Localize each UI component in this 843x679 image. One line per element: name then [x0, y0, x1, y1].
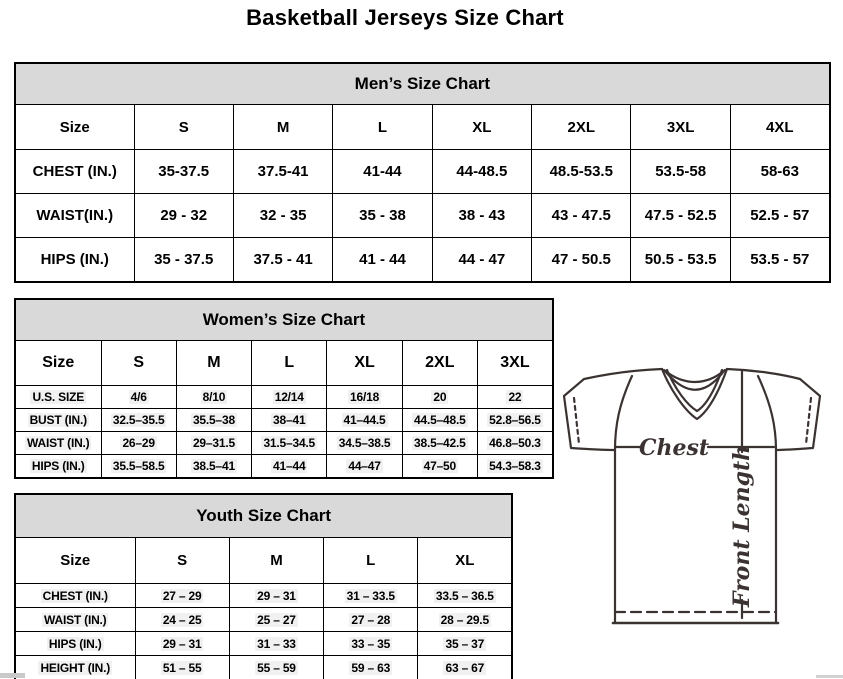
col-header: Size — [15, 341, 101, 386]
size-value-cell: 47 - 50.5 — [532, 238, 631, 283]
size-value-cell: 54.3–58.3 — [477, 455, 552, 479]
size-value-cell: 53.5-58 — [631, 150, 730, 194]
size-value-cell: 16/18 — [327, 386, 402, 409]
size-value-cell: 38 - 43 — [432, 194, 531, 238]
table-row — [15, 608, 512, 632]
table-row — [15, 584, 512, 608]
col-header: 2XL — [402, 341, 477, 386]
col-header: M — [229, 538, 323, 584]
size-value-cell: 51 – 55 — [135, 656, 229, 679]
row-label: U.S. SIZE — [15, 386, 101, 409]
table-row — [15, 409, 553, 432]
size-value-cell: 58-63 — [730, 150, 829, 194]
col-header: S — [101, 341, 176, 386]
table-caption-row — [15, 63, 830, 105]
table-header-row — [15, 105, 830, 150]
col-header: L — [324, 538, 418, 584]
cropped-table-remnant-left — [0, 673, 25, 678]
size-value-cell: 53.5 - 57 — [730, 238, 829, 283]
size-value-cell: 37.5 - 41 — [233, 238, 332, 283]
size-value-cell: 52.8–56.5 — [477, 409, 552, 432]
col-header: L — [252, 341, 327, 386]
col-header: 4XL — [730, 105, 829, 150]
table-caption-row — [15, 494, 512, 538]
size-value-cell: 55 – 59 — [229, 656, 323, 679]
size-value-cell: 44 - 47 — [432, 238, 531, 283]
size-value-cell: 41 - 44 — [333, 238, 432, 283]
right-cuff-dashed-line — [806, 398, 811, 444]
mens-size-table — [14, 62, 831, 283]
table-row — [15, 150, 830, 194]
size-value-cell: 41–44 — [252, 455, 327, 479]
col-header: 3XL — [631, 105, 730, 150]
size-value-cell: 31 – 33 — [229, 632, 323, 656]
col-header: S — [134, 105, 233, 150]
size-value-cell: 37.5-41 — [233, 150, 332, 194]
size-value-cell: 34.5–38.5 — [327, 432, 402, 455]
table-title: Men’s Size Chart — [15, 63, 830, 105]
size-value-cell: 52.5 - 57 — [730, 194, 829, 238]
jersey-right-body — [758, 376, 776, 623]
cropped-table-remnant-right — [816, 675, 843, 678]
size-value-cell: 41–44.5 — [327, 409, 402, 432]
col-header: XL — [432, 105, 531, 150]
size-value-cell: 38–41 — [252, 409, 327, 432]
size-value-cell: 41-44 — [333, 150, 432, 194]
col-header: M — [176, 341, 251, 386]
table-row — [15, 386, 553, 409]
col-header: XL — [418, 538, 512, 584]
size-value-cell: 29–31.5 — [176, 432, 251, 455]
table-header-row — [15, 341, 553, 386]
row-label: HIPS (IN.) — [15, 632, 135, 656]
row-label: BUST (IN.) — [15, 409, 101, 432]
size-value-cell: 29 – 31 — [135, 632, 229, 656]
jersey-left-body — [615, 376, 632, 623]
size-value-cell: 4/6 — [101, 386, 176, 409]
size-value-cell: 44.5–48.5 — [402, 409, 477, 432]
size-value-cell: 26–29 — [101, 432, 176, 455]
size-value-cell: 63 – 67 — [418, 656, 512, 679]
size-value-cell: 31.5–34.5 — [252, 432, 327, 455]
table-row — [15, 194, 830, 238]
table-row — [15, 455, 553, 479]
size-value-cell: 29 – 31 — [229, 584, 323, 608]
size-value-cell: 35 - 38 — [333, 194, 432, 238]
left-cuff-dashed-line — [574, 398, 579, 444]
col-header: Size — [15, 538, 135, 584]
size-value-cell: 47–50 — [402, 455, 477, 479]
size-value-cell: 33 – 35 — [324, 632, 418, 656]
chest-label: Chest — [638, 435, 710, 461]
size-value-cell: 32.5–35.5 — [101, 409, 176, 432]
size-value-cell: 44-48.5 — [432, 150, 531, 194]
size-value-cell: 27 – 29 — [135, 584, 229, 608]
col-header: S — [135, 538, 229, 584]
col-header: 3XL — [477, 341, 552, 386]
table-header-row — [15, 538, 512, 584]
row-label: CHEST (IN.) — [15, 584, 135, 608]
table-title: Youth Size Chart — [15, 494, 512, 538]
size-value-cell: 20 — [402, 386, 477, 409]
size-value-cell: 46.8–50.3 — [477, 432, 552, 455]
size-value-cell: 29 - 32 — [134, 194, 233, 238]
front-length-label: Front Length — [729, 444, 755, 608]
size-value-cell: 12/14 — [252, 386, 327, 409]
row-label: WAIST(IN.) — [15, 194, 134, 238]
size-value-cell: 35 - 37.5 — [134, 238, 233, 283]
row-label: WAIST (IN.) — [15, 432, 101, 455]
size-value-cell: 48.5-53.5 — [532, 150, 631, 194]
size-value-cell: 50.5 - 53.5 — [631, 238, 730, 283]
size-value-cell: 22 — [477, 386, 552, 409]
size-value-cell: 38.5–41 — [176, 455, 251, 479]
row-label: WAIST (IN.) — [15, 608, 135, 632]
row-label: HIPS (IN.) — [15, 455, 101, 479]
row-label: HIPS (IN.) — [15, 238, 134, 283]
size-value-cell: 31 – 33.5 — [324, 584, 418, 608]
table-row — [15, 632, 512, 656]
table-row — [15, 238, 830, 283]
row-label: HEIGHT (IN.) — [15, 656, 135, 679]
row-label: CHEST (IN.) — [15, 150, 134, 194]
size-value-cell: 25 – 27 — [229, 608, 323, 632]
size-value-cell: 24 – 25 — [135, 608, 229, 632]
jersey-measurement-diagram — [562, 366, 824, 626]
size-value-cell: 35.5–38 — [176, 409, 251, 432]
page-title: Basketball Jerseys Size Chart — [246, 5, 564, 30]
size-value-cell: 8/10 — [176, 386, 251, 409]
size-value-cell: 32 - 35 — [233, 194, 332, 238]
size-value-cell: 38.5–42.5 — [402, 432, 477, 455]
size-value-cell: 44–47 — [327, 455, 402, 479]
size-value-cell: 35-37.5 — [134, 150, 233, 194]
col-header: XL — [327, 341, 402, 386]
table-row — [15, 656, 512, 679]
size-value-cell: 27 – 28 — [324, 608, 418, 632]
size-value-cell: 47.5 - 52.5 — [631, 194, 730, 238]
size-value-cell: 33.5 – 36.5 — [418, 584, 512, 608]
size-value-cell: 59 – 63 — [324, 656, 418, 679]
col-header: L — [333, 105, 432, 150]
size-value-cell: 43 - 47.5 — [532, 194, 631, 238]
size-value-cell: 35.5–58.5 — [101, 455, 176, 479]
table-row — [15, 432, 553, 455]
size-value-cell: 28 – 29.5 — [418, 608, 512, 632]
col-header: M — [233, 105, 332, 150]
col-header: 2XL — [532, 105, 631, 150]
youth-size-table — [14, 493, 513, 679]
table-caption-row — [15, 299, 553, 341]
size-value-cell: 35 – 37 — [418, 632, 512, 656]
womens-size-table — [14, 298, 554, 479]
table-title: Women’s Size Chart — [15, 299, 553, 341]
col-header: Size — [15, 105, 134, 150]
